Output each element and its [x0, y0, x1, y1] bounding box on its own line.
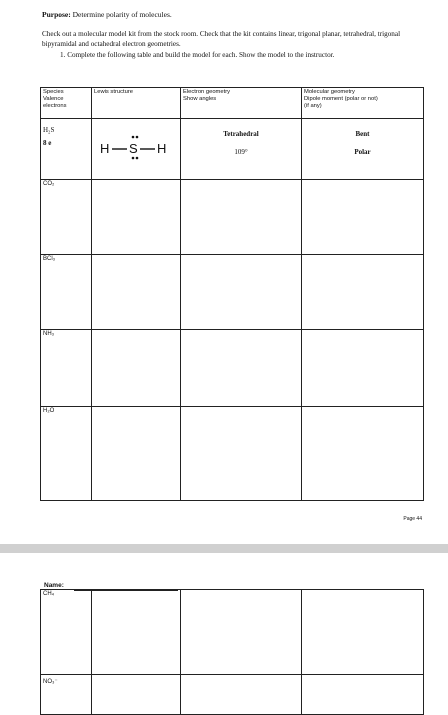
- lewis-atom-h-right: H: [157, 141, 167, 156]
- header-electron-geometry: [181, 88, 302, 119]
- header-eg-line1: Electron geometry: [183, 89, 231, 95]
- header-lewis-line1: Lewis structure: [94, 89, 133, 95]
- cell-species[interactable]: [41, 255, 92, 330]
- cell-molecular-geometry[interactable]: [302, 675, 424, 715]
- purpose-text: Determine polarity of molecules.: [70, 10, 172, 19]
- cell-electron-geometry[interactable]: [181, 255, 302, 330]
- header-mg-line3: (if any): [304, 103, 322, 109]
- species-label: H₂S: [43, 126, 55, 134]
- table-row: [41, 407, 424, 501]
- cell-molecular-geometry[interactable]: [302, 330, 424, 407]
- cell-electron-geometry[interactable]: [181, 119, 302, 180]
- instructions-text: Check out a molecular model kit from the stock room. Check that the kit contains linear, trigonal planar, tetrahedral, trigonal bipyramidal and octahedral electron geometries.: [42, 30, 401, 48]
- table-row: [41, 590, 424, 675]
- cell-lewis[interactable]: [92, 675, 181, 715]
- species-label: H₂O: [43, 408, 55, 414]
- cell-species[interactable]: [41, 119, 92, 180]
- cell-electron-geometry[interactable]: [181, 180, 302, 255]
- lone-pair-dot: [132, 157, 135, 160]
- electron-geometry-value: Tetrahedral: [223, 130, 259, 138]
- cell-lewis[interactable]: [92, 590, 181, 675]
- cell-species[interactable]: [41, 675, 92, 715]
- page-separator: [0, 544, 448, 553]
- lewis-atom-h-left: H: [100, 141, 110, 156]
- cell-lewis[interactable]: [92, 180, 181, 255]
- cell-molecular-geometry[interactable]: [302, 590, 424, 675]
- polarity-table-continued: [40, 589, 424, 715]
- valence-electrons: 8 e: [43, 139, 52, 147]
- cell-electron-geometry[interactable]: [181, 330, 302, 407]
- lone-pair-dot: [136, 136, 139, 139]
- name-label: Name:: [44, 582, 64, 589]
- cell-species[interactable]: [41, 180, 92, 255]
- polarity-table: [40, 87, 424, 501]
- table-row: [41, 330, 424, 407]
- table-row: [41, 255, 424, 330]
- purpose-line: [42, 10, 172, 19]
- cell-lewis[interactable]: [92, 119, 181, 180]
- header-species-line2: Valence: [43, 96, 64, 102]
- lone-pair-dot: [136, 157, 139, 160]
- table-header-row: [41, 88, 424, 119]
- bond-angle-value: 109°: [234, 148, 248, 156]
- species-label: NH₃: [43, 331, 55, 337]
- table-row: [41, 675, 424, 715]
- page-number: Page 44: [403, 516, 422, 522]
- cell-electron-geometry[interactable]: [181, 407, 302, 501]
- header-species-line3: electrons: [43, 103, 67, 109]
- cell-electron-geometry[interactable]: [181, 590, 302, 675]
- cell-lewis[interactable]: [92, 255, 181, 330]
- lewis-structure-drawing: [94, 131, 179, 171]
- header-mg-line1: Molecular geometry: [304, 89, 355, 95]
- cell-molecular-geometry[interactable]: [302, 119, 424, 180]
- cell-electron-geometry[interactable]: [181, 675, 302, 715]
- header-lewis: [92, 88, 181, 119]
- cell-species[interactable]: [41, 330, 92, 407]
- header-eg-line2: Show angles: [183, 96, 217, 102]
- step-1-text: 1. Complete the following table and build the model for each. Show the model to the instructor.: [60, 51, 335, 59]
- dipole-value: Polar: [354, 148, 371, 156]
- table-row: [41, 119, 424, 180]
- purpose-label: Purpose:: [42, 10, 71, 19]
- cell-species[interactable]: [41, 407, 92, 501]
- header-species-line1: Species: [43, 89, 64, 95]
- header-molecular-geometry: [302, 88, 424, 119]
- header-species: [41, 88, 92, 119]
- lewis-atom-s: S: [129, 141, 138, 156]
- cell-species[interactable]: [41, 590, 92, 675]
- molecular-geometry-value: Bent: [355, 130, 370, 138]
- species-label: NO₃⁻: [43, 679, 58, 685]
- table-row: [41, 180, 424, 255]
- cell-lewis[interactable]: [92, 330, 181, 407]
- cell-molecular-geometry[interactable]: [302, 255, 424, 330]
- header-mg-line2: Dipole moment (polar or not): [304, 96, 378, 102]
- cell-molecular-geometry[interactable]: [302, 407, 424, 501]
- cell-molecular-geometry[interactable]: [302, 180, 424, 255]
- species-label: BCl₃: [43, 256, 56, 262]
- lone-pair-dot: [132, 136, 135, 139]
- species-label: CH₄: [43, 591, 55, 597]
- cell-lewis[interactable]: [92, 407, 181, 501]
- species-label: CO₂: [43, 181, 55, 187]
